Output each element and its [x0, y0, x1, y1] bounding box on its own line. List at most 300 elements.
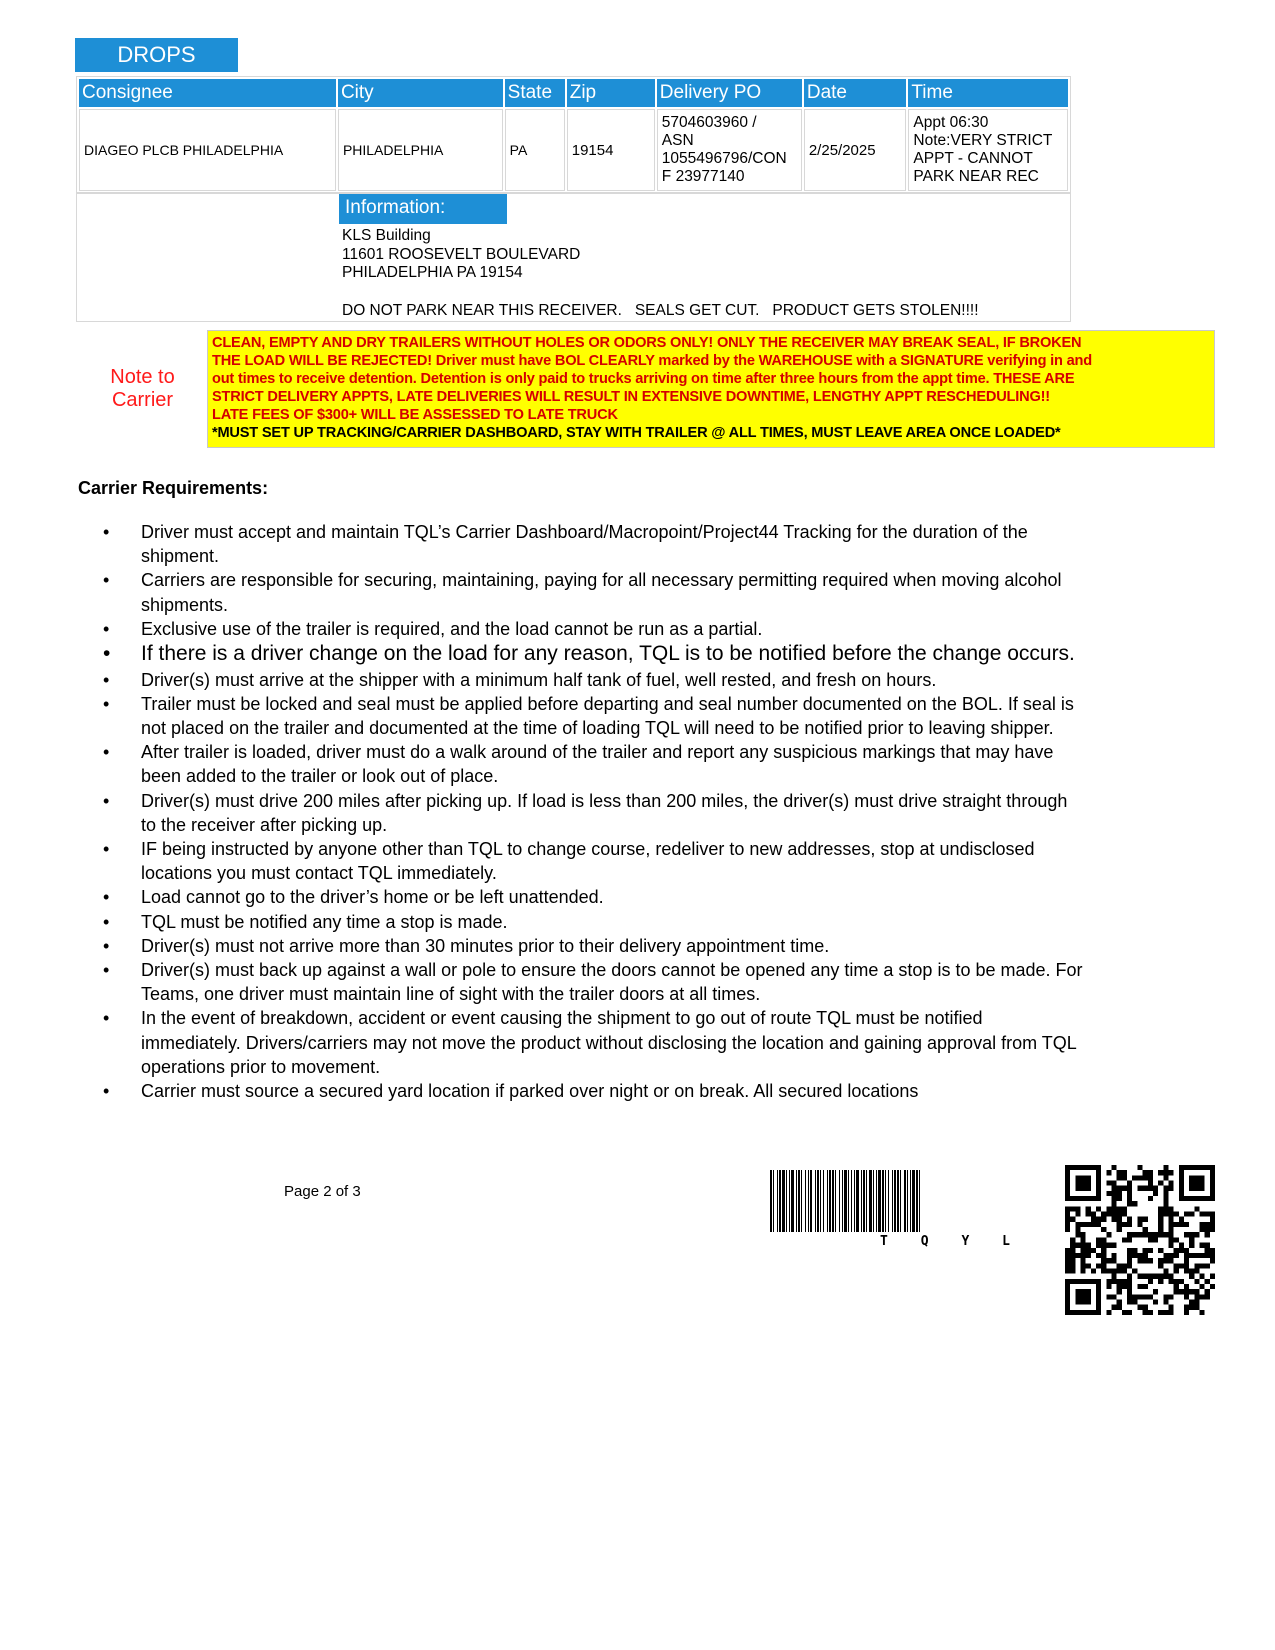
- qr-module: [1117, 1299, 1122, 1304]
- qr-module: [1112, 1181, 1117, 1186]
- qr-module: [1148, 1175, 1153, 1180]
- qr-module: [1148, 1170, 1153, 1175]
- qr-module: [1112, 1274, 1117, 1279]
- qr-module: [1163, 1165, 1168, 1170]
- barcode-bar: [892, 1170, 893, 1232]
- qr-module: [1070, 1258, 1075, 1263]
- cell-zip: 19154: [567, 109, 655, 191]
- qr-module: [1179, 1248, 1184, 1253]
- qr-module: [1179, 1289, 1184, 1294]
- qr-module: [1205, 1212, 1210, 1217]
- note-line: *MUST SET UP TRACKING/CARRIER DASHBOARD, STAY WITH TRAILER @ ALL TIMES, MUST LEAVE AREA ONCE LOADED*: [212, 425, 1061, 441]
- qr-module: [1189, 1268, 1194, 1273]
- qr-module: [1158, 1181, 1163, 1186]
- list-item: • Carriers are responsible for securing, maintaining, paying for all necessary permitting required when moving alcohol shipments.: [103, 568, 1083, 616]
- list-item: • Driver must accept and maintain TQL’s Carrier Dashboard/Macropoint/Project44 Tracking for the duration of the shipment.: [103, 520, 1083, 568]
- qr-module: [1112, 1279, 1117, 1284]
- note-to-carrier-box: [207, 330, 1215, 448]
- qr-module: [1168, 1217, 1173, 1222]
- qr-module: [1065, 1253, 1070, 1258]
- qr-module: [1086, 1253, 1091, 1258]
- qr-module: [1127, 1299, 1132, 1304]
- qr-module: [1199, 1227, 1204, 1232]
- qr-module: [1163, 1175, 1168, 1180]
- qr-module: [1184, 1258, 1189, 1263]
- barcode-bar: [873, 1170, 874, 1232]
- qr-module: [1143, 1232, 1148, 1237]
- barcode-bar: [861, 1170, 862, 1232]
- qr-module: [1184, 1212, 1189, 1217]
- qr-module: [1210, 1274, 1215, 1279]
- qr-module: [1184, 1310, 1189, 1315]
- qr-module: [1091, 1212, 1096, 1217]
- qr-module: [1081, 1263, 1086, 1268]
- qr-module: [1075, 1206, 1080, 1211]
- qr-module: [1096, 1243, 1101, 1248]
- qr-module: [1122, 1268, 1127, 1273]
- qr-module: [1163, 1170, 1168, 1175]
- qr-module: [1086, 1222, 1091, 1227]
- qr-module: [1127, 1196, 1132, 1201]
- qr-module: [1137, 1253, 1142, 1258]
- qr-module: [1137, 1274, 1142, 1279]
- qr-module: [1122, 1279, 1127, 1284]
- qr-module: [1096, 1206, 1101, 1211]
- time-line: Note:VERY STRICT: [913, 132, 1053, 149]
- barcode-bar: [801, 1170, 802, 1232]
- list-item: • Driver(s) must not arrive more than 30 minutes prior to their delivery appointment time.: [103, 934, 1083, 958]
- qr-module: [1163, 1253, 1168, 1258]
- qr-module: [1189, 1289, 1194, 1294]
- qr-module: [1132, 1299, 1137, 1304]
- qr-module: [1205, 1253, 1210, 1258]
- qr-module: [1199, 1253, 1204, 1258]
- qr-module: [1117, 1217, 1122, 1222]
- qr-module: [1174, 1263, 1179, 1268]
- qr-module: [1132, 1253, 1137, 1258]
- qr-module: [1091, 1248, 1096, 1253]
- qr-module: [1189, 1232, 1194, 1237]
- qr-module: [1163, 1196, 1168, 1201]
- qr-module: [1075, 1232, 1080, 1237]
- note-label-line: Note to: [110, 366, 175, 388]
- qr-module: [1163, 1310, 1168, 1315]
- qr-module: [1106, 1279, 1111, 1284]
- qr-module: [1168, 1181, 1173, 1186]
- barcode-bar: [900, 1170, 901, 1232]
- qr-module: [1081, 1258, 1086, 1263]
- note-line: STRICT DELIVERY APPTS, LATE DELIVERIES WILL RESULT IN EXTENSIVE DOWNTIME, LENGTHY APPT RESCHEDULING!!: [212, 389, 1050, 405]
- barcode-bar: [773, 1170, 774, 1232]
- qr-module: [1205, 1263, 1210, 1268]
- qr-module: [1091, 1217, 1096, 1222]
- qr-module: [1122, 1212, 1127, 1217]
- qr-module: [1184, 1294, 1189, 1299]
- qr-module: [1194, 1206, 1199, 1211]
- qr-module: [1205, 1294, 1210, 1299]
- qr-module: [1070, 1237, 1075, 1242]
- qr-module: [1153, 1289, 1158, 1294]
- qr-module: [1148, 1237, 1153, 1242]
- list-item: • If there is a driver change on the load for any reason, TQL is to be notified before the change occurs.: [103, 641, 1083, 668]
- header-consignee: Consignee: [79, 79, 336, 107]
- qr-module: [1122, 1170, 1127, 1175]
- barcode-text: [880, 1234, 1010, 1249]
- qr-module: [1112, 1253, 1117, 1258]
- qr-module: [1210, 1258, 1215, 1263]
- qr-module: [1168, 1227, 1173, 1232]
- qr-module: [1137, 1165, 1142, 1170]
- qr-module: [1189, 1253, 1194, 1258]
- qr-module: [1174, 1212, 1179, 1217]
- list-item: • After trailer is loaded, driver must do a walk around of the trailer and report any suspicious markings that may have been added to the trailer or look out of place.: [103, 740, 1083, 788]
- qr-module: [1153, 1186, 1158, 1191]
- qr-finder: [1075, 1289, 1091, 1305]
- barcode-bar: [782, 1170, 785, 1232]
- qr-module: [1143, 1274, 1148, 1279]
- carrier-requirements-list: [103, 520, 1083, 1103]
- qr-module: [1137, 1175, 1142, 1180]
- qr-module: [1101, 1268, 1106, 1273]
- qr-module: [1158, 1263, 1163, 1268]
- qr-module: [1137, 1294, 1142, 1299]
- qr-module: [1163, 1186, 1168, 1191]
- qr-module: [1143, 1170, 1148, 1175]
- qr-module: [1127, 1263, 1132, 1268]
- qr-module: [1086, 1263, 1091, 1268]
- qr-module: [1143, 1227, 1148, 1232]
- qr-module: [1143, 1305, 1148, 1310]
- qr-module: [1158, 1248, 1163, 1253]
- barcode-bar: [878, 1170, 881, 1232]
- qr-module: [1096, 1263, 1101, 1268]
- barcode-bar: [876, 1170, 877, 1232]
- qr-module: [1168, 1170, 1173, 1175]
- qr-module: [1143, 1310, 1148, 1315]
- barcode-bar: [823, 1170, 824, 1232]
- qr-module: [1158, 1170, 1163, 1175]
- qr-module: [1168, 1186, 1173, 1191]
- qr-module: [1070, 1248, 1075, 1253]
- qr-module: [1112, 1258, 1117, 1263]
- qr-module: [1189, 1274, 1194, 1279]
- qr-module: [1106, 1310, 1111, 1315]
- qr-module: [1117, 1284, 1122, 1289]
- drops-header-row: [79, 79, 1068, 107]
- note-line: THE LOAD WILL BE REJECTED! Driver must have BOL CLEARLY marked by the WAREHOUSE with a SIGNATURE verifying in and: [212, 353, 1092, 369]
- qr-module: [1117, 1222, 1122, 1227]
- qr-module: [1096, 1237, 1101, 1242]
- barcode-bar: [910, 1170, 911, 1232]
- header-time: Time: [908, 79, 1068, 107]
- qr-module: [1148, 1279, 1153, 1284]
- qr-module: [1179, 1263, 1184, 1268]
- list-item: • Load cannot go to the driver’s home or be left unattended.: [103, 885, 1083, 909]
- qr-module: [1112, 1201, 1117, 1206]
- list-item: • In the event of breakdown, accident or event causing the shipment to go out of route TQL must be notified immediately. Drivers/carriers may not move the product without disclosing the location and gaining approval from TQL operations prior to movement.: [103, 1006, 1083, 1079]
- qr-module: [1194, 1289, 1199, 1294]
- qr-module: [1112, 1217, 1117, 1222]
- qr-module: [1168, 1258, 1173, 1263]
- qr-module: [1101, 1212, 1106, 1217]
- qr-module: [1117, 1206, 1122, 1211]
- barcode-bar: [835, 1170, 836, 1232]
- qr-module: [1132, 1232, 1137, 1237]
- qr-module: [1106, 1294, 1111, 1299]
- qr-module: [1122, 1263, 1127, 1268]
- qr-module: [1210, 1227, 1215, 1232]
- qr-module: [1065, 1248, 1070, 1253]
- qr-module: [1127, 1274, 1132, 1279]
- qr-module: [1106, 1232, 1111, 1237]
- qr-module: [1132, 1201, 1137, 1206]
- qr-module: [1168, 1310, 1173, 1315]
- qr-module: [1137, 1217, 1142, 1222]
- qr-module: [1184, 1253, 1189, 1258]
- barcode-char: Q: [920, 1234, 929, 1249]
- qr-module: [1137, 1284, 1142, 1289]
- list-item: • Driver(s) must drive 200 miles after picking up. If load is less than 200 miles, the driver(s) must drive straight through to the receiver after picking up.: [103, 789, 1083, 837]
- qr-module: [1101, 1243, 1106, 1248]
- qr-module: [1101, 1263, 1106, 1268]
- barcode-bar: [851, 1170, 852, 1232]
- list-item: • Carrier must source a secured yard location if parked over night or on break. All secured locations: [103, 1079, 1083, 1103]
- qr-module: [1106, 1170, 1111, 1175]
- qr-module: [1148, 1294, 1153, 1299]
- qr-module: [1132, 1248, 1137, 1253]
- qr-module: [1163, 1268, 1168, 1273]
- qr-module: [1127, 1186, 1132, 1191]
- qr-module: [1143, 1253, 1148, 1258]
- qr-module: [1127, 1289, 1132, 1294]
- qr-module: [1205, 1248, 1210, 1253]
- list-item: • TQL must be notified any time a stop is made.: [103, 910, 1083, 934]
- barcode-bar: [808, 1170, 809, 1232]
- address-line: PHILADELPHIA PA 19154: [342, 264, 523, 281]
- qr-module: [1168, 1212, 1173, 1217]
- qr-module: [1174, 1289, 1179, 1294]
- qr-module: [1143, 1284, 1148, 1289]
- qr-module: [1163, 1294, 1168, 1299]
- qr-module: [1184, 1263, 1189, 1268]
- barcode-bar: [848, 1170, 849, 1232]
- barcode-bar: [839, 1170, 840, 1232]
- qr-module: [1174, 1268, 1179, 1273]
- qr-module: [1148, 1232, 1153, 1237]
- table-row: [79, 109, 1068, 191]
- barcode-bar: [810, 1170, 812, 1232]
- qr-module: [1163, 1232, 1168, 1237]
- qr-module: [1127, 1310, 1132, 1315]
- list-item: • Driver(s) must back up against a wall or pole to ensure the doors cannot be opened any time a stop is to be made. For Teams, one driver must maintain line of sight with the trailer doors at all times.: [103, 958, 1083, 1006]
- barcode-bar: [856, 1170, 859, 1232]
- qr-module: [1127, 1222, 1132, 1227]
- qr-module: [1091, 1268, 1096, 1273]
- qr-module: [1158, 1279, 1163, 1284]
- qr-module: [1137, 1222, 1142, 1227]
- qr-module: [1112, 1212, 1117, 1217]
- qr-module: [1122, 1284, 1127, 1289]
- qr-module: [1117, 1305, 1122, 1310]
- information-address: [342, 227, 580, 283]
- barcode-bar: [907, 1170, 908, 1232]
- qr-module: [1194, 1232, 1199, 1237]
- qr-module: [1194, 1294, 1199, 1299]
- barcode-bar: [789, 1170, 790, 1232]
- qr-module: [1168, 1274, 1173, 1279]
- list-item: • Trailer must be locked and seal must be applied before departing and seal number documented on the BOL. If seal is not placed on the trailer and documented at the time of loading TQL will need to be notified prior to leaving shipper.: [103, 692, 1083, 740]
- qr-module: [1199, 1212, 1204, 1217]
- qr-module: [1158, 1217, 1163, 1222]
- qr-module: [1199, 1294, 1204, 1299]
- qr-module: [1158, 1310, 1163, 1315]
- cell-delivery-po: [657, 109, 802, 191]
- qr-module: [1168, 1232, 1173, 1237]
- qr-module: [1205, 1227, 1210, 1232]
- qr-module: [1189, 1243, 1194, 1248]
- qr-module: [1210, 1222, 1215, 1227]
- qr-module: [1065, 1227, 1070, 1232]
- barcode-bar: [796, 1170, 797, 1232]
- header-date: Date: [804, 79, 907, 107]
- po-line: 1055496796/CON: [661, 150, 787, 167]
- qr-module: [1132, 1175, 1137, 1180]
- qr-module: [1065, 1222, 1070, 1227]
- qr-module: [1127, 1181, 1132, 1186]
- header-zip: Zip: [567, 79, 655, 107]
- barcode-bar: [894, 1170, 896, 1232]
- qr-module: [1143, 1175, 1148, 1180]
- qr-module: [1137, 1258, 1142, 1263]
- qr-module: [1189, 1212, 1194, 1217]
- qr-module: [1205, 1279, 1210, 1284]
- barcode-bar: [820, 1170, 821, 1232]
- qr-module: [1184, 1248, 1189, 1253]
- qr-module: [1174, 1284, 1179, 1289]
- qr-module: [1101, 1258, 1106, 1263]
- qr-module: [1081, 1268, 1086, 1273]
- cell-date: 2/25/2025: [804, 109, 907, 191]
- qr-module: [1158, 1258, 1163, 1263]
- qr-module: [1065, 1212, 1070, 1217]
- qr-module: [1106, 1206, 1111, 1211]
- qr-module: [1065, 1268, 1070, 1273]
- qr-module: [1210, 1248, 1215, 1253]
- page-number: Page 2 of 3: [284, 1183, 361, 1200]
- qr-module: [1143, 1186, 1148, 1191]
- qr-module: [1117, 1170, 1122, 1175]
- qr-module: [1106, 1258, 1111, 1263]
- barcode-bar: [815, 1170, 816, 1232]
- qr-module: [1210, 1212, 1215, 1217]
- qr-module: [1127, 1237, 1132, 1242]
- barcode-bar: [827, 1170, 828, 1232]
- barcode-bar: [919, 1170, 920, 1232]
- qr-module: [1153, 1274, 1158, 1279]
- qr-module: [1168, 1243, 1173, 1248]
- barcode-bar: [829, 1170, 831, 1232]
- barcode-bar: [882, 1170, 884, 1232]
- barcode-char: T: [880, 1234, 888, 1249]
- qr-module: [1205, 1289, 1210, 1294]
- qr-module: [1081, 1232, 1086, 1237]
- qr-module: [1112, 1243, 1117, 1248]
- qr-module: [1153, 1237, 1158, 1242]
- qr-module: [1122, 1222, 1127, 1227]
- qr-module: [1086, 1212, 1091, 1217]
- qr-module: [1117, 1289, 1122, 1294]
- header-city: City: [338, 79, 503, 107]
- qr-module: [1189, 1299, 1194, 1304]
- barcode-bar: [897, 1170, 899, 1232]
- qr-module: [1101, 1237, 1106, 1242]
- qr-module: [1148, 1310, 1153, 1315]
- qr-module: [1194, 1263, 1199, 1268]
- qr-module: [1168, 1279, 1173, 1284]
- information-warning: DO NOT PARK NEAR THIS RECEIVER. SEALS GET CUT. PRODUCT GETS STOLEN!!!!: [342, 302, 979, 319]
- qr-module: [1112, 1305, 1117, 1310]
- qr-module: [1075, 1253, 1080, 1258]
- qr-module: [1199, 1274, 1204, 1279]
- qr-module: [1117, 1191, 1122, 1196]
- qr-module: [1112, 1268, 1117, 1273]
- qr-module: [1112, 1191, 1117, 1196]
- barcode-bar: [912, 1170, 915, 1232]
- header-delivery-po: Delivery PO: [657, 79, 802, 107]
- qr-module: [1153, 1232, 1158, 1237]
- qr-module: [1168, 1294, 1173, 1299]
- barcode-bar: [916, 1170, 918, 1232]
- header-state: State: [505, 79, 565, 107]
- qr-module: [1065, 1263, 1070, 1268]
- barcode-bar: [805, 1170, 806, 1232]
- qr-module: [1065, 1217, 1070, 1222]
- qr-module: [1205, 1243, 1210, 1248]
- barcode-bar: [904, 1170, 906, 1232]
- qr-module: [1070, 1268, 1075, 1273]
- list-item: • IF being instructed by anyone other than TQL to change course, redeliver to new addresses, stop at undisclosed locations you must contact TQL immediately.: [103, 837, 1083, 885]
- qr-code-image: [1065, 1165, 1215, 1315]
- qr-module: [1081, 1243, 1086, 1248]
- qr-module: [1194, 1253, 1199, 1258]
- qr-module: [1174, 1279, 1179, 1284]
- qr-module: [1127, 1258, 1132, 1263]
- qr-module: [1127, 1284, 1132, 1289]
- qr-module: [1174, 1237, 1179, 1242]
- cell-consignee: DIAGEO PLCB PHILADELPHIA: [79, 109, 336, 191]
- qr-module: [1070, 1263, 1075, 1268]
- barcode-bar: [869, 1170, 872, 1232]
- qr-module: [1158, 1274, 1163, 1279]
- qr-module: [1065, 1258, 1070, 1263]
- qr-module: [1137, 1305, 1142, 1310]
- qr-module: [1168, 1222, 1173, 1227]
- qr-module: [1194, 1268, 1199, 1273]
- qr-module: [1122, 1186, 1127, 1191]
- qr-module: [1194, 1299, 1199, 1304]
- cell-time: [908, 109, 1068, 191]
- barcode-bar: [791, 1170, 794, 1232]
- barcode-bar: [866, 1170, 867, 1232]
- barcode-bar: [842, 1170, 843, 1232]
- barcode-bar: [770, 1170, 772, 1232]
- barcode-bar: [863, 1170, 865, 1232]
- qr-module: [1132, 1268, 1137, 1273]
- information-box: [76, 192, 1071, 322]
- qr-module: [1117, 1196, 1122, 1201]
- qr-module: [1199, 1263, 1204, 1268]
- qr-module: [1081, 1237, 1086, 1242]
